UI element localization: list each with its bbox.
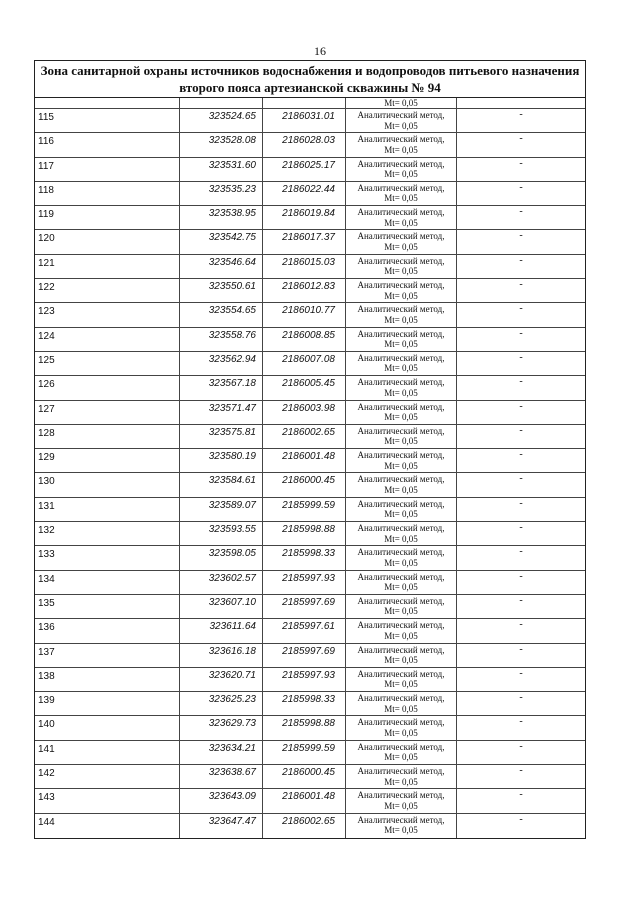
table-row xyxy=(35,789,585,813)
dash-mark: - xyxy=(519,473,523,485)
coordinate-x: 323602.57 xyxy=(180,571,263,594)
coordinate-x: 323531.60 xyxy=(180,158,263,181)
method-text: Аналитический метод, xyxy=(357,450,445,461)
coordinate-y: 2186002.65 xyxy=(263,425,346,448)
coordinate-x: 323598.05 xyxy=(180,546,263,569)
method-text: Аналитический метод, xyxy=(357,620,445,631)
method-text: Аналитический метод, xyxy=(357,766,445,777)
coordinate-x: 323571.47 xyxy=(180,401,263,424)
coordinate-y: 2185997.93 xyxy=(263,668,346,691)
coordinate-y: 2186005.45 xyxy=(263,376,346,399)
precision-text: Mt= 0,05 xyxy=(384,557,418,568)
dash-mark: - xyxy=(519,327,523,339)
dash-mark: - xyxy=(519,716,523,728)
table-row xyxy=(35,255,585,279)
point-number: 120 xyxy=(35,230,180,253)
method-text: Аналитический метод, xyxy=(357,595,445,606)
coordinate-x: 323611.64 xyxy=(180,619,263,642)
table-row xyxy=(35,619,585,643)
point-number: 137 xyxy=(35,644,180,667)
point-number: 122 xyxy=(35,279,180,302)
table-row xyxy=(35,522,585,546)
coordinate-x: 323558.76 xyxy=(180,328,263,351)
coordinate-y: 2186017.37 xyxy=(263,230,346,253)
table-row xyxy=(35,376,585,400)
precision-text: Mt= 0,05 xyxy=(384,169,418,180)
page-number: 16 xyxy=(314,44,326,58)
dash-mark: - xyxy=(519,643,523,655)
method-cell xyxy=(346,449,457,472)
precision-text: Mt= 0,05 xyxy=(384,533,418,544)
method-text: Аналитический метод, xyxy=(357,474,445,485)
method-cell xyxy=(346,668,457,691)
dash-mark: - xyxy=(519,497,523,509)
coordinate-y: 2186019.84 xyxy=(263,206,346,229)
method-text: Аналитический метод, xyxy=(357,182,445,193)
coordinate-x: 323620.71 xyxy=(180,668,263,691)
table-row xyxy=(35,546,585,570)
method-text: Аналитический метод, xyxy=(357,498,445,509)
method-cell xyxy=(346,522,457,545)
coordinate-x: 323567.18 xyxy=(180,376,263,399)
precision-text: Mt= 0,05 xyxy=(384,460,418,471)
method-text: Аналитический метод, xyxy=(357,644,445,655)
coordinate-y: 2186000.45 xyxy=(263,765,346,788)
point-number: 138 xyxy=(35,668,180,691)
precision-text: Mt= 0,05 xyxy=(384,193,418,204)
method-cell xyxy=(346,473,457,496)
method-text: Аналитический метод, xyxy=(357,158,445,169)
coordinate-x: 323542.75 xyxy=(180,230,263,253)
table-row xyxy=(35,352,585,376)
point-number: 121 xyxy=(35,255,180,278)
precision-text: Mt= 0,05 xyxy=(384,509,418,520)
table-row xyxy=(35,279,585,303)
point-number: 134 xyxy=(35,571,180,594)
method-text: Аналитический метод, xyxy=(357,377,445,388)
dash-mark: - xyxy=(519,181,523,193)
table-row xyxy=(35,668,585,692)
coordinate-x: 323589.07 xyxy=(180,498,263,521)
point-number: 143 xyxy=(35,789,180,812)
method-text: Аналитический метод, xyxy=(357,717,445,728)
coordinate-y: 2185999.59 xyxy=(263,741,346,764)
table-row xyxy=(35,182,585,206)
method-text: Аналитический метод, xyxy=(357,425,445,436)
method-text: Аналитический метод, xyxy=(357,280,445,291)
method-text: Аналитический метод, xyxy=(357,693,445,704)
precision-text: Mt= 0,05 xyxy=(384,703,418,714)
table-body xyxy=(35,109,585,838)
dash-mark: - xyxy=(519,109,523,120)
method-text: Аналитический метод, xyxy=(357,304,445,315)
dash-mark: - xyxy=(519,376,523,388)
method-cell xyxy=(346,401,457,424)
point-number: 118 xyxy=(35,182,180,205)
method-cell xyxy=(346,376,457,399)
method-text: Аналитический метод, xyxy=(357,207,445,218)
precision-text: Mt= 0,05 xyxy=(384,314,418,325)
coordinate-x: 323524.65 xyxy=(180,109,263,132)
table-row xyxy=(35,498,585,522)
method-cell xyxy=(346,571,457,594)
coordinate-y: 2186010.77 xyxy=(263,303,346,326)
coordinate-y: 2186001.48 xyxy=(263,789,346,812)
method-cell xyxy=(346,352,457,375)
point-number: 142 xyxy=(35,765,180,788)
coordinate-x: 323538.95 xyxy=(180,206,263,229)
coordinate-y: 2185997.69 xyxy=(263,644,346,667)
table-row xyxy=(35,473,585,497)
coordinate-y: 2186000.45 xyxy=(263,473,346,496)
method-cell xyxy=(346,814,457,838)
coordinate-x: 323625.23 xyxy=(180,692,263,715)
coordinate-x: 323575.81 xyxy=(180,425,263,448)
coordinate-x: 323535.23 xyxy=(180,182,263,205)
coordinate-x: 323607.10 xyxy=(180,595,263,618)
precision-text: Mt= 0,05 xyxy=(384,752,418,763)
point-number: 117 xyxy=(35,158,180,181)
method-text: Аналитический метод, xyxy=(357,134,445,145)
dash-mark: - xyxy=(519,594,523,606)
dash-mark: - xyxy=(519,206,523,218)
point-number: 131 xyxy=(35,498,180,521)
dash-mark: - xyxy=(519,279,523,291)
point-number: 116 xyxy=(35,133,180,156)
dash-mark: - xyxy=(519,740,523,752)
precision-text: Mt= 0,05 xyxy=(384,582,418,593)
dash-mark: - xyxy=(519,400,523,412)
precision-text: Mt= 0,05 xyxy=(384,241,418,252)
point-number: 124 xyxy=(35,328,180,351)
precision-text: Mt= 0,05 xyxy=(384,144,418,155)
method-cell xyxy=(346,765,457,788)
table-row xyxy=(35,158,585,182)
point-number: 140 xyxy=(35,716,180,739)
dash-mark: - xyxy=(519,813,523,825)
precision-text: Mt= 0,05 xyxy=(384,776,418,787)
method-text: Аналитический метод, xyxy=(357,741,445,752)
dash-mark: - xyxy=(519,789,523,801)
dash-mark: - xyxy=(519,692,523,704)
table-row xyxy=(35,814,585,838)
table-row xyxy=(35,133,585,157)
coordinate-y: 2186012.83 xyxy=(263,279,346,302)
coordinate-x: 323616.18 xyxy=(180,644,263,667)
continuation-row xyxy=(35,98,585,109)
method-cell xyxy=(346,789,457,812)
coordinate-y: 2186015.03 xyxy=(263,255,346,278)
point-number: 125 xyxy=(35,352,180,375)
method-cell xyxy=(346,133,457,156)
precision-text: Mt= 0,05 xyxy=(384,655,418,666)
method-text: Аналитический метод, xyxy=(357,231,445,242)
table-row xyxy=(35,595,585,619)
point-number: 119 xyxy=(35,206,180,229)
dash-mark: - xyxy=(519,667,523,679)
method-cell xyxy=(346,328,457,351)
coordinate-y: 2186022.44 xyxy=(263,182,346,205)
point-number: 115 xyxy=(35,109,180,132)
dash-mark: - xyxy=(519,449,523,461)
method-cell xyxy=(346,255,457,278)
coordinate-y: 2186008.85 xyxy=(263,328,346,351)
method-text: Аналитический метод, xyxy=(357,814,445,825)
point-number: 139 xyxy=(35,692,180,715)
precision-text: Mt= 0,05 xyxy=(384,387,418,398)
coordinates-table xyxy=(34,60,586,839)
method-cell xyxy=(346,692,457,715)
point-number: 136 xyxy=(35,619,180,642)
precision-text: Mt= 0,05 xyxy=(384,630,418,641)
coordinate-x: 323593.55 xyxy=(180,522,263,545)
method-cell xyxy=(346,425,457,448)
coordinate-y: 2186031.01 xyxy=(263,109,346,132)
continuation-precision: Mt= 0,05 xyxy=(346,98,457,108)
coordinate-x: 323643.09 xyxy=(180,789,263,812)
point-number: 135 xyxy=(35,595,180,618)
table-row xyxy=(35,449,585,473)
dash-mark: - xyxy=(519,424,523,436)
table-row xyxy=(35,230,585,254)
point-number: 123 xyxy=(35,303,180,326)
dash-mark: - xyxy=(519,765,523,777)
table-row xyxy=(35,206,585,230)
precision-text: Mt= 0,05 xyxy=(384,679,418,690)
dash-mark: - xyxy=(519,546,523,558)
point-number: 130 xyxy=(35,473,180,496)
point-number: 126 xyxy=(35,376,180,399)
coordinate-x: 323584.61 xyxy=(180,473,263,496)
coordinate-y: 2186028.03 xyxy=(263,133,346,156)
coordinate-y: 2185999.59 xyxy=(263,498,346,521)
dash-mark: - xyxy=(519,157,523,169)
coordinate-y: 2186001.48 xyxy=(263,449,346,472)
table-row xyxy=(35,741,585,765)
precision-text: Mt= 0,05 xyxy=(384,266,418,277)
method-text: Аналитический метод, xyxy=(357,668,445,679)
precision-text: Mt= 0,05 xyxy=(384,290,418,301)
method-text: Аналитический метод, xyxy=(357,110,445,120)
table-row xyxy=(35,303,585,327)
coordinate-x: 323634.21 xyxy=(180,741,263,764)
coordinate-x: 323528.08 xyxy=(180,133,263,156)
method-text: Аналитический метод, xyxy=(357,352,445,363)
coordinate-y: 2185998.33 xyxy=(263,546,346,569)
method-cell xyxy=(346,595,457,618)
point-number: 132 xyxy=(35,522,180,545)
point-number: 128 xyxy=(35,425,180,448)
method-text: Аналитический метод, xyxy=(357,255,445,266)
method-text: Аналитический метод, xyxy=(357,790,445,801)
table-title xyxy=(35,61,585,98)
method-text: Аналитический метод, xyxy=(357,328,445,339)
dash-mark: - xyxy=(519,570,523,582)
method-text: Аналитический метод, xyxy=(357,401,445,412)
point-number: 141 xyxy=(35,741,180,764)
point-number: 133 xyxy=(35,546,180,569)
precision-text: Mt= 0,05 xyxy=(384,484,418,495)
method-cell xyxy=(346,206,457,229)
coordinate-y: 2186002.65 xyxy=(263,814,346,838)
table-row xyxy=(35,644,585,668)
method-cell xyxy=(346,644,457,667)
table-row xyxy=(35,425,585,449)
point-number: 129 xyxy=(35,449,180,472)
method-cell xyxy=(346,158,457,181)
coordinate-x: 323629.73 xyxy=(180,716,263,739)
coordinate-y: 2186003.98 xyxy=(263,401,346,424)
precision-text: Mt= 0,05 xyxy=(384,339,418,350)
method-cell xyxy=(346,741,457,764)
method-text: Аналитический метод, xyxy=(357,547,445,558)
dash-mark: - xyxy=(519,303,523,315)
method-cell xyxy=(346,498,457,521)
dash-mark: - xyxy=(519,133,523,145)
precision-text: Mt= 0,05 xyxy=(384,606,418,617)
table-row xyxy=(35,109,585,133)
dash-mark: - xyxy=(519,351,523,363)
method-cell xyxy=(346,109,457,132)
precision-text: Mt= 0,05 xyxy=(384,412,418,423)
coordinate-x: 323554.65 xyxy=(180,303,263,326)
method-cell xyxy=(346,303,457,326)
method-text: Аналитический метод, xyxy=(357,571,445,582)
coordinate-x: 323546.64 xyxy=(180,255,263,278)
method-cell xyxy=(346,279,457,302)
coordinate-x: 323550.61 xyxy=(180,279,263,302)
coordinate-x: 323562.94 xyxy=(180,352,263,375)
coordinate-x: 323638.67 xyxy=(180,765,263,788)
precision-text: Mt= 0,05 xyxy=(384,436,418,447)
coordinate-y: 2186025.17 xyxy=(263,158,346,181)
dash-mark: - xyxy=(519,230,523,242)
coordinate-y: 2185998.88 xyxy=(263,716,346,739)
table-row xyxy=(35,765,585,789)
coordinate-x: 323647.47 xyxy=(180,814,263,838)
point-number: 127 xyxy=(35,401,180,424)
table-title-line-2: второго пояса артезианской скважины № 94 xyxy=(179,80,441,95)
precision-text: Mt= 0,05 xyxy=(384,825,418,836)
dash-mark: - xyxy=(519,619,523,631)
coordinate-y: 2185997.93 xyxy=(263,571,346,594)
method-cell xyxy=(346,182,457,205)
method-cell xyxy=(346,619,457,642)
method-cell xyxy=(346,546,457,569)
precision-text: Mt= 0,05 xyxy=(384,120,418,131)
method-text: Аналитический метод, xyxy=(357,523,445,534)
table-row xyxy=(35,716,585,740)
dash-mark: - xyxy=(519,254,523,266)
precision-text: Mt= 0,05 xyxy=(384,800,418,811)
precision-text: Mt= 0,05 xyxy=(384,727,418,738)
table-row xyxy=(35,401,585,425)
coordinate-y: 2185997.69 xyxy=(263,595,346,618)
table-row xyxy=(35,328,585,352)
precision-text: Mt= 0,05 xyxy=(384,363,418,374)
precision-text: Mt= 0,05 xyxy=(384,217,418,228)
table-row xyxy=(35,571,585,595)
coordinate-y: 2185998.33 xyxy=(263,692,346,715)
method-cell xyxy=(346,716,457,739)
coordinate-y: 2185997.61 xyxy=(263,619,346,642)
coordinate-y: 2185998.88 xyxy=(263,522,346,545)
dash-mark: - xyxy=(519,522,523,534)
point-number: 144 xyxy=(35,814,180,838)
method-cell xyxy=(346,230,457,253)
coordinate-y: 2186007.08 xyxy=(263,352,346,375)
table-title-line-1: Зона санитарной охраны источников водоснабжения и водопроводов питьевого назначения xyxy=(40,63,580,78)
table-row xyxy=(35,692,585,716)
coordinate-x: 323580.19 xyxy=(180,449,263,472)
